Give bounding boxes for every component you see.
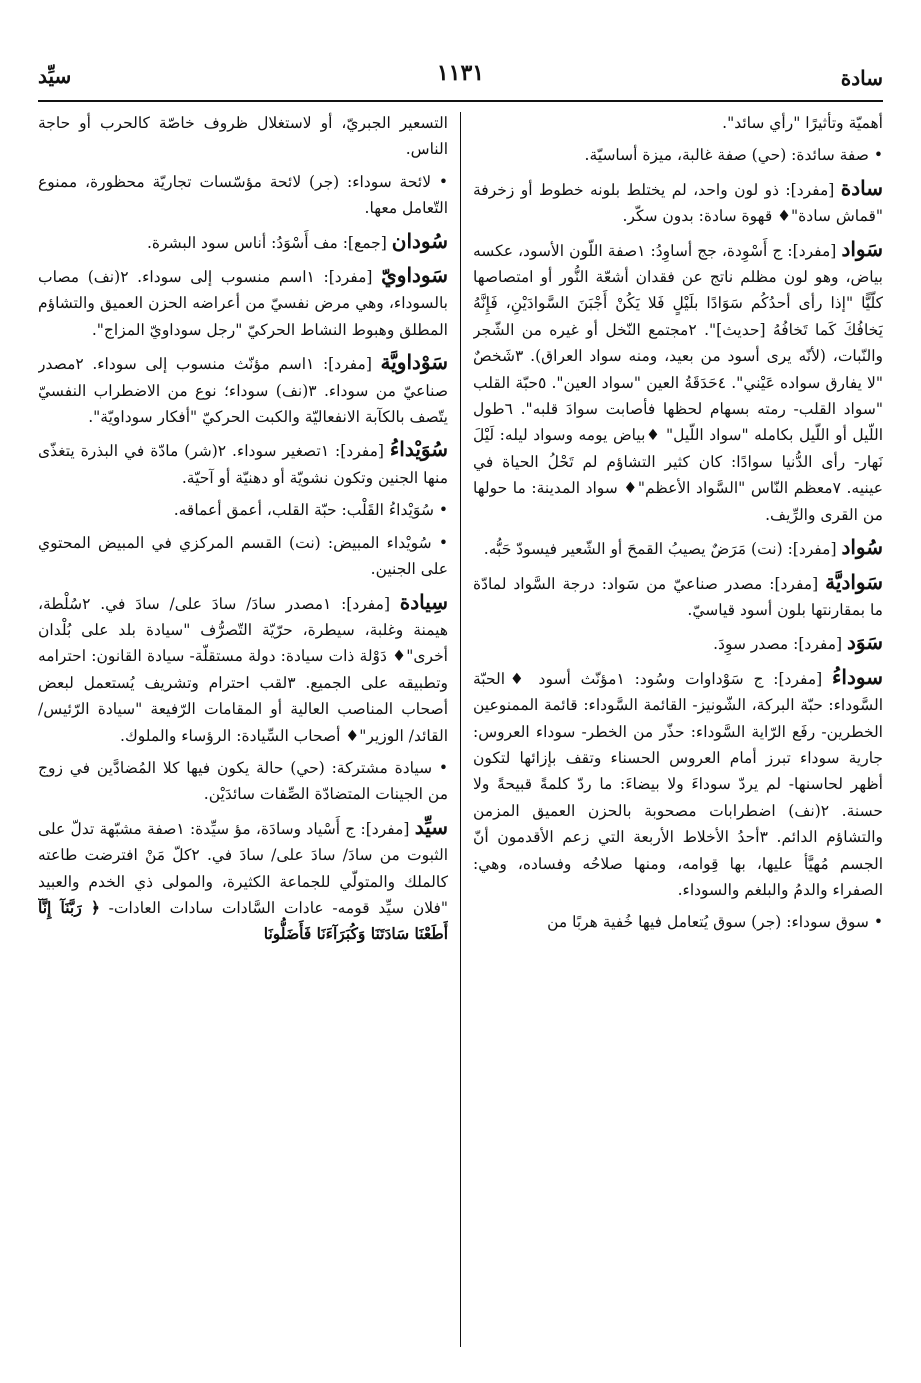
left-column xyxy=(38,110,448,1363)
headword: سِيادة xyxy=(399,589,448,614)
entry: سَوداويّ [مفرد]: ١اسم منسوب إلى سوداء. ٢(نف) مصاب بالسوداء، وهي مرض نفسيّ من أعراضه الحزن العميق والتشاؤم المطلق وهبوط النشاط الحركيّ "رجل سوداويّ المزاج". xyxy=(38,263,448,339)
page-header xyxy=(38,54,883,100)
entry: سيِّد [مفرد]: ج أَسْياد وسادَة، مؤ سيِّدة: ١صفة مشبّهة تدلّ على الثبوت من سادَ/ سادَ على/ سادَ في. ٢كلّ مَنْ افترضت طاعته كالملك والمتولّي للجماعة الكثيرة، والمولى ذي الخدم والعبيد "فلان سيِّد قومه- عادات السَّادات سادات العادات- ﴿ رَبَّنَآ إِنَّآ أَطَعْنَا سَادَتَنَا وَكُبَرَآءَنَا فَأَضَلُّونَا xyxy=(38,814,448,944)
header-guide-word-right: سادة xyxy=(840,66,883,90)
quran-verse: ﴿ رَبَّنَآ إِنَّآ أَطَعْنَا سَادَتَنَا وَكُبَرَآءَنَا فَأَضَلُّونَا xyxy=(38,897,448,944)
entry: سوداءُ [مفرد]: ج سَوْداوات وسُود: ١مؤنّث أسود ♦الحبّة السَّوداء: حبّة البركة، الشّونيز- القائمة السَّوداء: قائمة الممنوعين الخطرين- رفَع الرّاية السَّوداء: حذّر من الخطر- سوداء العروس: جارية سوداء تبرز أمام العروس الحسناء وتقف بإزائها لتكون أظهر لحاسنها- لم يردّ سوداءَ ولا بيضاءَ: ما ردّ كلمةً قبيحةً ولا حسنة. ٢(نف) اضطرابات مصحوبة بالحزن العميق المزمن والتشاؤم الدائم. ٣أحدُ الأخلاط الأربعة التي زعم الأقدمون أنّ الجسم مُهيَّأ عليها، بها قِوامه، ومنها صلاحُه وفساده، وهي: الصفراء والدمُ والبلغم والسوداء. xyxy=(473,664,883,899)
right-column xyxy=(473,110,883,1363)
headword: سَواديَّة xyxy=(825,569,883,594)
headword: سُواد xyxy=(841,535,883,560)
headword: سَوَد xyxy=(847,630,883,655)
headword: سَواد xyxy=(841,236,883,261)
entry: • سُوَيْداءُ القَلْب: حبّة القلب، أعمق أعماقه. xyxy=(173,501,448,520)
entry: سُواد [مفرد]: (نت) مَرَضٌ يصيبُ القمحَ أو الشّعير فيسودّ حَبُّه. xyxy=(483,535,883,560)
entry: سَوْداويَّة [مفرد]: ١اسم مؤنّث منسوب إلى سوداء. ٢مصدر صناعيّ من سوداء. ٣(نف) سوداء؛ نوع من الاضطراب النفسيّ يتّصف بالكآبة الانفعاليّة والكبت الحركيّ "أفكار سوداويّة". xyxy=(38,350,448,427)
entry: • سُويْداء المبيض: (نت) القسم المركزي في المبيض المحتوي على الجنين. xyxy=(38,533,448,579)
column-divider xyxy=(460,112,461,1347)
headword: سَوْداويَّة xyxy=(380,350,448,375)
entry: • صفة سائدة: (حي) صفة غالبة، ميزة أساسيّة. xyxy=(584,146,883,165)
entry: سادة [مفرد]: ذو لون واحد، لم يختلط بلونه خطوط أو زخرفة "قماش سادة"♦ قهوة سادة: بدون سكّر. xyxy=(473,175,883,226)
entry: أهميّة وتأثيرًا "رأي سائد". xyxy=(722,114,883,132)
headword: سُودان xyxy=(391,228,448,253)
header-rule xyxy=(38,100,883,102)
headword: سُوَيْداءُ xyxy=(389,437,448,462)
headword: سَوداويّ xyxy=(381,263,448,288)
entry: • سوق سوداء: (جر) سوق يُتعامل فيها خُفية هربًا من xyxy=(547,913,883,932)
headword: سوداءُ xyxy=(832,664,883,689)
header-guide-word-left: سيِّد xyxy=(38,64,72,88)
entry: سَواد [مفرد]: ج أَسْوِدة، جج أساوِدُ: ١صفة اللّون الأسود، عكسه بياض، وهو لون مظلم ناتج عن فقدان أشعّة النُّور أو امتصاصها كلّيًّا "إذا رأى أحدُكُم سَوَادًا بلَيْلٍ فَلا يَكُنْ أَجْبَنَ السَّوادَيْنِ، فَإِنَّهُ يَخافُكَ كَما تَخافُهُ [حديث]". ٢مجتمع النّخل أو غيره من الشّجر والنّبات، (لأنّه يرى أسود من بعيد، ومنه سواد العراق). ٣شَخصٌ "لا يفارق سواده عَيْني". ٤حَدَقَةُ العين "سواد العين". ٥حبّة القلب "سواد القلب- رمته بسهام لحظها فأصابت سوادَ قلبه". ٦طول اللّيل أو اللّيل بكامله "سواد اللّيل" ♦بياض يومه وسواد ليله: لَيْلَ نَهار- رأى الدُّنيا سوادًا: كان كثير التشاؤم لم تَحْلُ الحياة في عينيه. ٧معظم النّاس "السَّواد الأعظم"♦ سواد المدينة: ما حولها من القرى والرِّيف. xyxy=(473,236,883,524)
headword: سادة xyxy=(840,175,883,200)
entry: • سيادة مشتركة: (حي) حالة يكون فيها كلا المُضادَّين في زوج من الجينات المتضادّة الصِّفات سائدَيْن. xyxy=(38,758,448,804)
entry: سُوَيْداءُ [مفرد]: ١تصغير سوداء. ٢(شر) مادّة في البذرة يتغذّى منها الجنين وتكون نشويّة أو دهنيّة أو آحيّة. xyxy=(38,437,448,487)
entry: سُودان [جمع]: مف أَسْوَدُ: أناس سود البشرة. xyxy=(147,228,448,253)
entry: التسعير الجبريّ، أو لاستغلال ظروف خاصّة كالحرب أو حاجة الناس. xyxy=(38,114,448,159)
page-number: ١١٣١ xyxy=(436,60,485,86)
entry: سِيادة [مفرد]: ١مصدر سادَ/ سادَ على/ سادَ في. ٢سُلْطة، هيمنة وغلبة، سيطرة، حرّيّة التّصرُّف "سيادة بلد على بُلْدان أخرى"♦ دَوْلة ذات سيادة: دولة مستقلّة- سيادة القانون: احترامه وتطبيقه على الجميع. ٣لقب احترام وتشريف يُستعمل لبعض أصحاب المناصب العالية أو المقامات الرّفيعة "سيادة الرّئيس/ القائد/ الوزير"♦ أصحاب السِّيادة: الرؤساء والملوك. xyxy=(38,589,448,745)
entry: • لائحة سوداء: (جر) لائحة مؤسّسات تجاريّة محظورة، ممنوع التّعامل معها. xyxy=(38,172,448,218)
entry: سَواديَّة [مفرد]: مصدر صناعيّ من سَواد: درجة السَّواد لمادّة ما بمقارنتها بلون أسود قياسيّ. xyxy=(473,569,883,619)
entry: سَوَد [مفرد]: مصدر سوِدَ. xyxy=(713,630,883,655)
headword: سيِّد xyxy=(414,814,448,839)
